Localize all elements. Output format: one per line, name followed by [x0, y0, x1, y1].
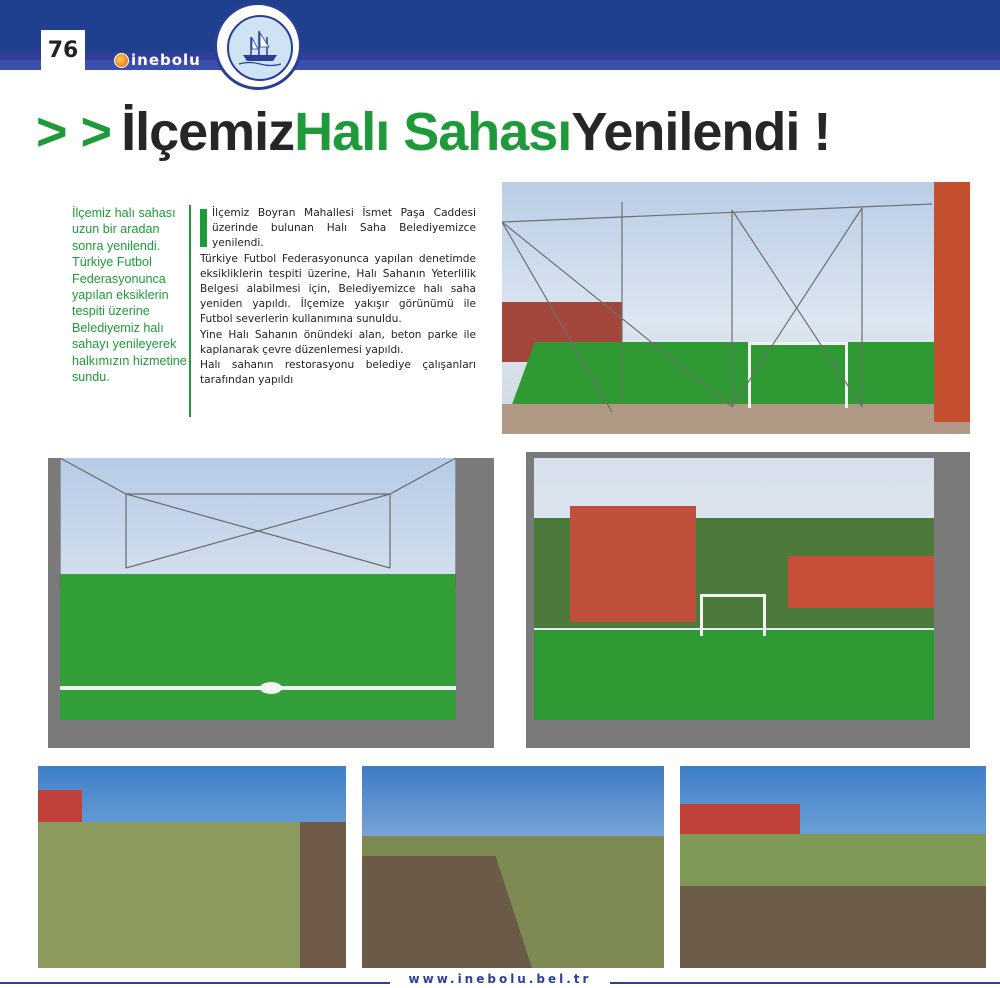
header-band — [0, 0, 1000, 52]
photo-construction-3 — [680, 766, 986, 968]
brand-text: inebolu — [131, 51, 201, 69]
intro-divider — [189, 205, 191, 417]
municipality-seal — [214, 2, 302, 90]
article-body — [200, 206, 476, 388]
drop-cap — [200, 209, 207, 247]
article-paragraph-2: Türkiye Futbol Federasyonunca yapılan denetimde eksikliklerin tespiti üzerine, Halı Sahanın Yeterlilik Belgesi alabilmesi için, Belediyemizce halı saha yeniden yapıldı. İlçemize yakışır görünümü ile Futbol severlerin kullanımına sunuldu. — [200, 252, 476, 326]
photo-building — [38, 790, 82, 822]
footer-url: www.inebolu.bel.tr — [392, 972, 608, 986]
article-paragraph-3: Yine Halı Sahanın önündeki alan, beton parke ile kaplanarak çevre düzenlemesi yapıldı. — [200, 328, 476, 356]
photo-building — [680, 804, 800, 834]
photo-red-building — [570, 506, 696, 622]
article-paragraph-1: İlçemiz Boyran Mahallesi İsmet Paşa Caddesi üzerinde bulunan Halı Saha Belediyemizce yenilendi. — [212, 207, 476, 250]
sun-icon — [114, 53, 129, 68]
photo-goal — [700, 594, 766, 636]
photo-fence-lines — [502, 182, 970, 434]
title-part-1: İlçemiz — [121, 102, 295, 162]
photo-school-building — [788, 556, 934, 608]
page-title — [36, 92, 986, 172]
page-number: 76 — [41, 30, 85, 70]
photo-field-fence — [502, 182, 970, 434]
ship-icon — [229, 17, 291, 79]
photo-construction-2 — [362, 766, 664, 968]
seal-emblem — [227, 15, 293, 81]
photo-field-wide — [60, 458, 456, 720]
intro-text: İlçemiz halı sahası uzun bir aradan sonra yenilendi. Türkiye Futbol Federasyonunca yapılan eksiklerin tespiti üzerine Belediyemiz halı sahayı yenileyerek halkımızın hizmetine sundu. — [72, 206, 187, 385]
brand-wordmark — [114, 50, 201, 70]
photo-trench — [300, 822, 346, 968]
photo-construction-1 — [38, 766, 346, 968]
footer-rule-left — [0, 982, 390, 984]
footer-rule-right — [610, 982, 1000, 984]
photo-grass — [534, 630, 934, 720]
photo-fence-lines — [60, 458, 456, 720]
article-paragraph-4: Halı sahanın restorasyonu belediye çalışanları tarafından yapıldı — [200, 359, 476, 387]
title-part-3: Yenilendi ! — [571, 102, 831, 162]
photo-rubble — [680, 886, 986, 968]
title-arrows: > > — [36, 102, 112, 162]
photo-field-buildings — [534, 458, 934, 720]
title-part-2: Halı Sahası — [294, 102, 572, 162]
